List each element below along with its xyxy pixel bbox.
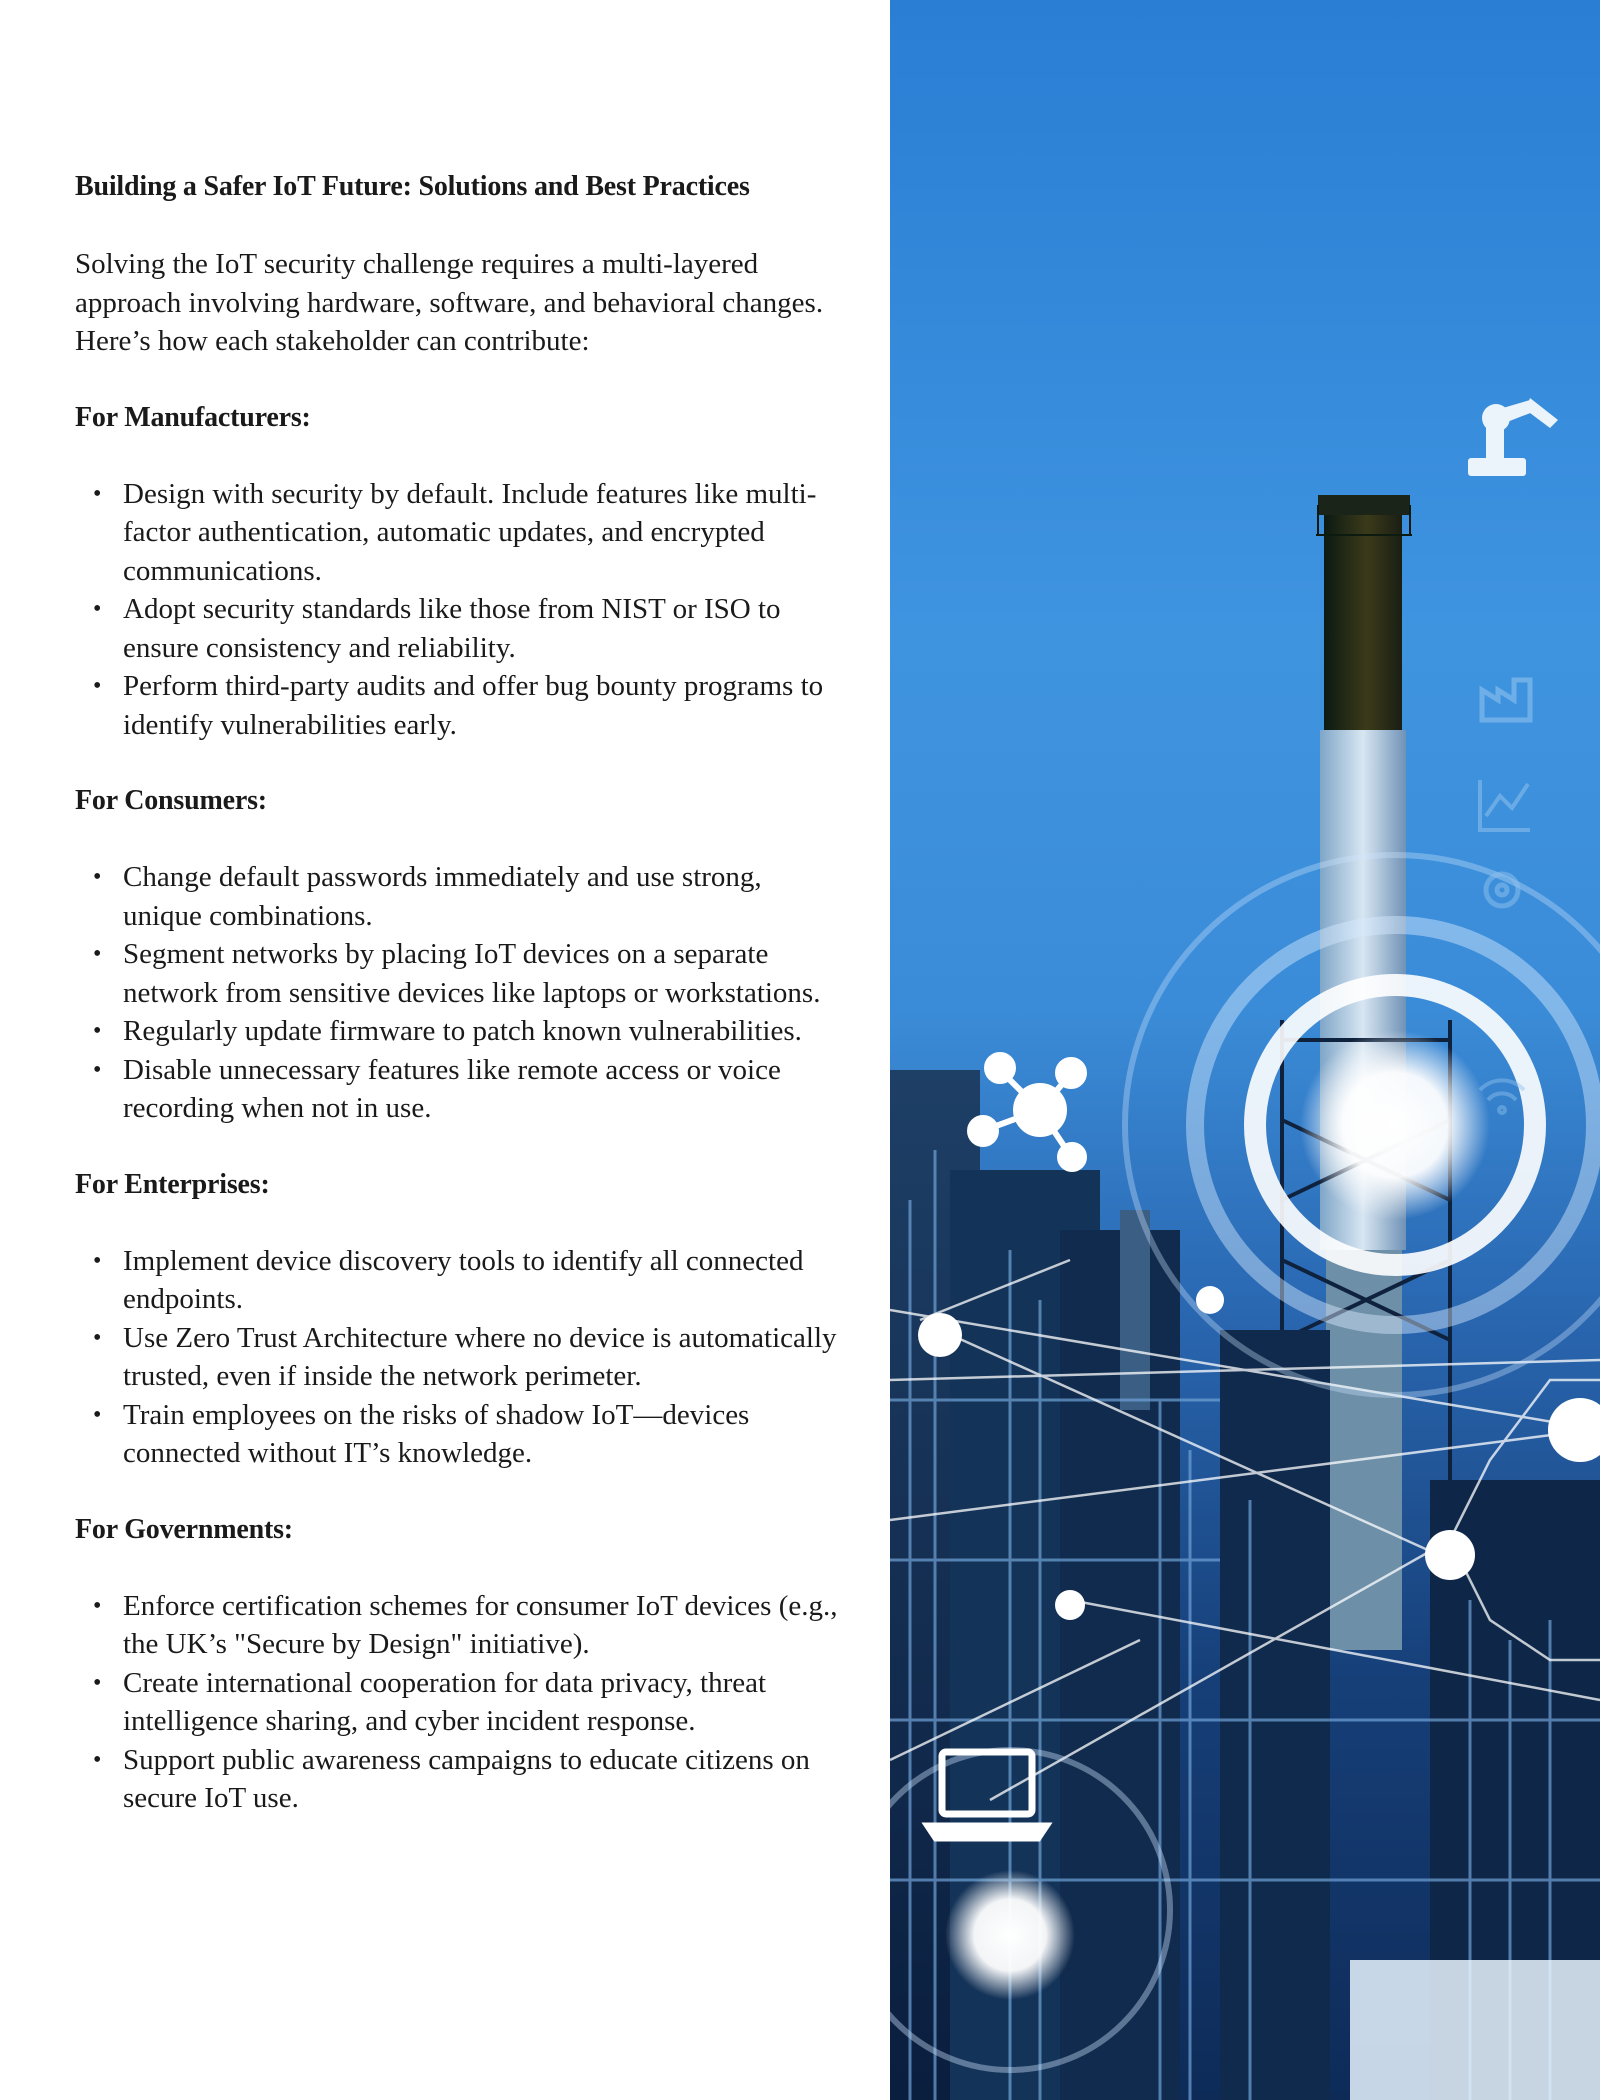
line-chart-icon <box>1480 780 1530 830</box>
list-item: • Design with security by default. Include features like multi-factor authentication, automatic updates, and encrypted communications. <box>75 475 845 591</box>
industrial-iot-image <box>890 0 1600 2100</box>
list-item: • Perform third-party audits and offer bug bounty programs to identify vulnerabilities early. <box>75 667 845 744</box>
list-item: • Use Zero Trust Architecture where no device is automatically trusted, even if inside the network perimeter. <box>75 1319 845 1396</box>
article-column <box>75 168 845 1856</box>
list-item: • Adopt security standards like those from NIST or ISO to ensure consistency and reliability. <box>75 590 845 667</box>
industrial-illustration <box>890 0 1600 2100</box>
article-title: Building a Safer IoT Future: Solutions and Best Practices <box>75 171 750 202</box>
list-item: • Create international cooperation for data privacy, threat intelligence sharing, and cyber incident response. <box>75 1664 845 1741</box>
article-intro: Solving the IoT security challenge requires a multi-layered approach involving hardware, software, and behavioral changes. Here’s how each stakeholder can contribute: <box>75 248 824 357</box>
list-item: • Segment networks by placing IoT devices on a separate network from sensitive devices like laptops or workstations. <box>75 935 845 1012</box>
list-item: • Enforce certification schemes for consumer IoT devices (e.g., the UK’s "Secure by Design" initiative). <box>75 1587 845 1664</box>
list-item: • Regularly update firmware to patch known vulnerabilities. <box>75 1012 845 1051</box>
network-node-icon <box>970 1055 1084 1169</box>
governments-list <box>75 1587 845 1818</box>
list-item: • Support public awareness campaigns to educate citizens on secure IoT use. <box>75 1741 845 1818</box>
section-heading-governments: For Governments: <box>75 1513 293 1545</box>
list-item: • Disable unnecessary features like remote access or voice recording when not in use. <box>75 1051 845 1128</box>
list-item: • Change default passwords immediately and use strong, unique combinations. <box>75 858 845 935</box>
section-heading-consumers: For Consumers: <box>75 785 267 816</box>
consumers-list <box>75 858 845 1128</box>
manufacturers-list <box>75 475 845 745</box>
list-item: • Train employees on the risks of shadow IoT—devices connected without IT’s knowledge. <box>75 1396 845 1473</box>
robot-arm-icon <box>1468 398 1558 476</box>
list-item: • Implement device discovery tools to identify all connected endpoints. <box>75 1242 845 1319</box>
section-heading-enterprises: For Enterprises: <box>75 1168 270 1200</box>
factory-icon <box>1482 680 1530 720</box>
enterprises-list <box>75 1242 845 1473</box>
section-heading-manufacturers: For Manufacturers: <box>75 401 311 433</box>
